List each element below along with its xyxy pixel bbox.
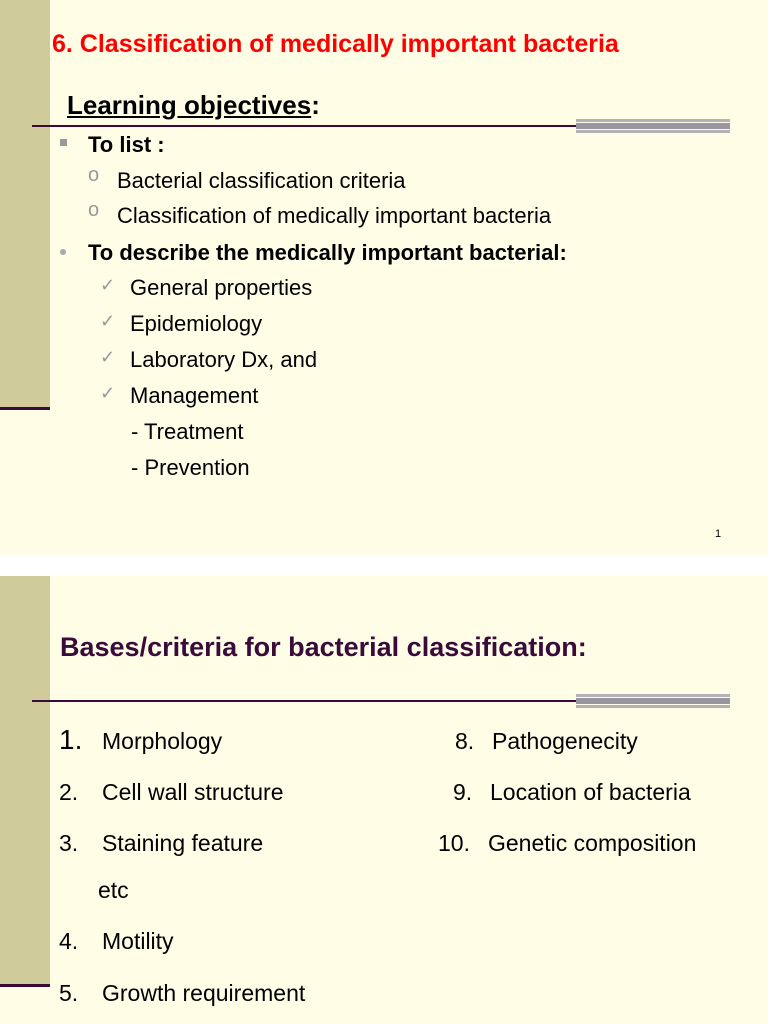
management-sub-item: - Prevention [131,455,250,480]
square-bullet-icon [60,139,67,146]
learning-objectives-text: Learning objectives [67,90,312,120]
check-icon: ✓ [100,383,116,403]
check-icon: ✓ [100,347,116,367]
criterion-number: 8. [455,728,475,754]
criterion-number: 9. [453,779,473,805]
left-accent-bar [0,0,50,408]
criterion-number: 4. [59,928,79,954]
criterion-number: 10. [438,830,470,856]
circle-bullet-icon: o [88,199,100,221]
criterion-text: Pathogenecity [492,728,638,754]
criterion-number: 2. [59,779,79,805]
to-list-text: To list : [88,132,165,157]
etc-text: etc [98,877,129,903]
management-sub-item: - Treatment [131,419,244,444]
criterion-text: Motility [102,928,174,954]
list-item: Bacterial classification criteria [117,168,406,193]
list-item: General properties [130,275,313,300]
criterion-text: Cell wall structure [102,779,284,805]
learning-objectives-heading [67,90,320,121]
left-accent-bar [0,576,50,986]
heading-colon: : [311,90,320,120]
criterion-number: 5. [59,980,79,1006]
criterion-text: Genetic composition [488,830,697,856]
slide-gap [0,556,768,576]
criterion-text: Staining feature [102,830,264,856]
criterion-number: 1. [59,724,83,755]
list-item: Classification of medically important bacteria [117,203,552,228]
list-item: Epidemiology [130,311,263,336]
list-item: Management [130,383,259,408]
slide-title: 6. Classification of medically important bacteria [52,30,619,58]
to-describe-text: To describe the medically important bacterial: [88,240,567,265]
check-icon: ✓ [100,311,116,331]
criterion-text: Location of bacteria [490,779,691,805]
circle-bullet-icon: o [88,164,100,186]
left-accent-line [0,407,50,410]
criterion-text: Growth requirement [102,980,306,1006]
dot-bullet-icon [60,249,66,255]
criterion-text: Morphology [102,728,223,754]
gray-accent-bar [576,694,730,708]
left-accent-line [0,984,50,987]
slide-2-title: Bases/criteria for bacterial classification: [60,632,587,662]
gray-accent-bar [576,119,730,133]
page-number: 1 [715,528,722,540]
criterion-number: 3. [59,830,79,856]
list-item: Laboratory Dx, and [130,347,318,372]
check-icon: ✓ [100,275,116,295]
